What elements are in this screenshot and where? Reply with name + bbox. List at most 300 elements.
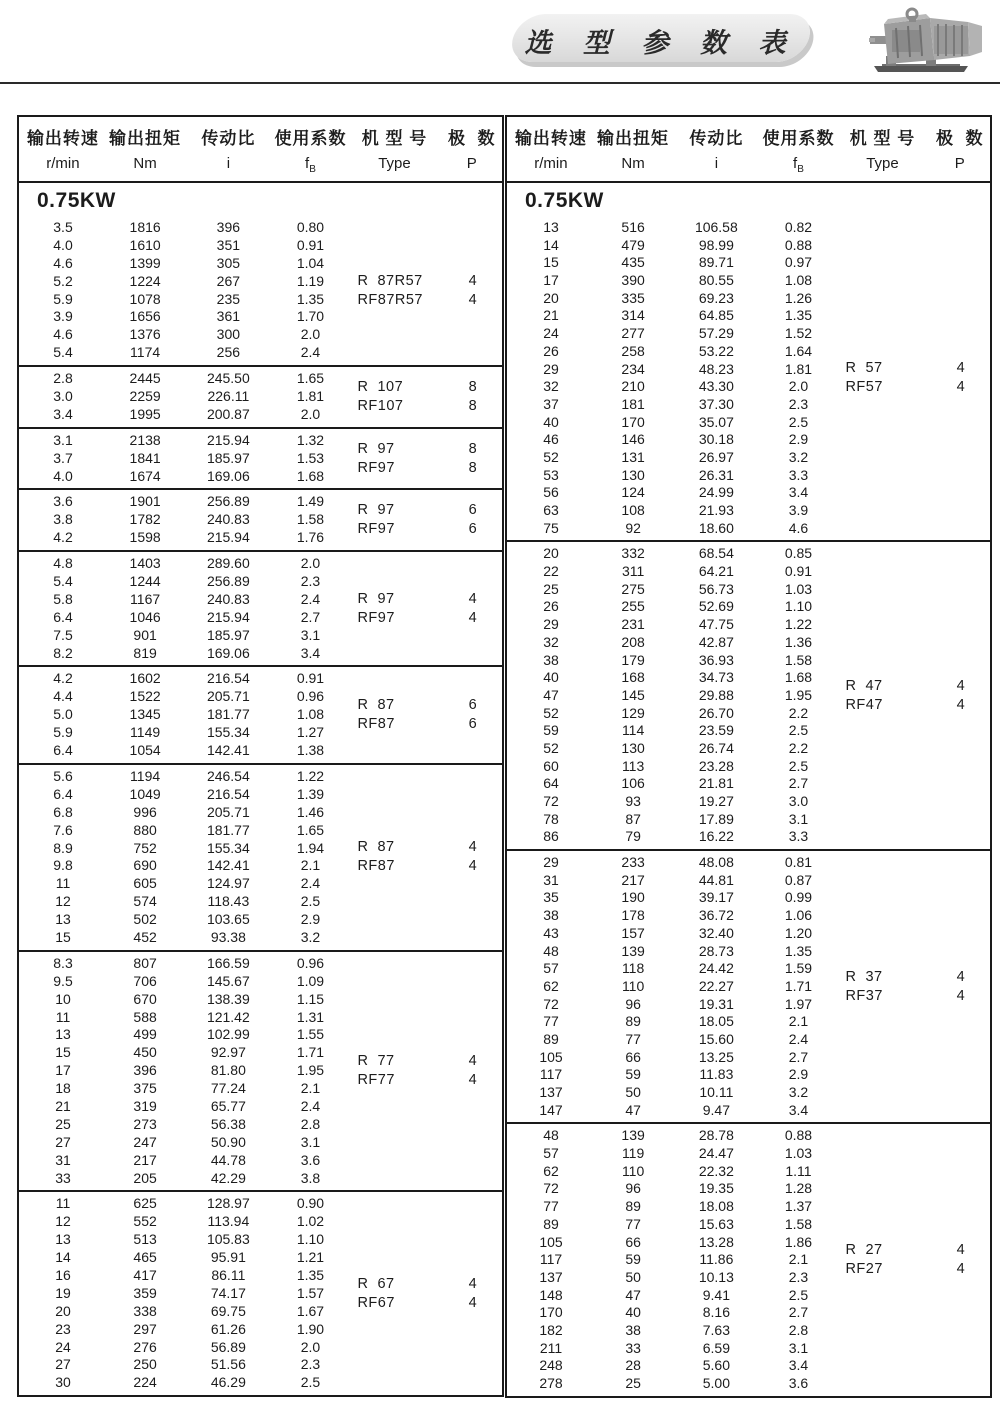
torque-cell: 33 [625, 1339, 641, 1356]
torque-cell: 807 [133, 954, 157, 971]
fb-cell: 3.1 [300, 626, 321, 643]
table-row [507, 272, 835, 290]
pole-value: 8 [468, 440, 477, 457]
speed-cell: 72 [543, 793, 559, 809]
speed-cell: 11 [55, 875, 71, 892]
torque-cell: 89 [625, 1198, 641, 1215]
ratio-cell: 44.81 [698, 871, 734, 888]
ratio-block-4 [19, 488, 502, 550]
fb-cell: 1.81 [784, 360, 813, 377]
table-row [19, 591, 347, 609]
speed-cell: 11 [55, 1008, 71, 1025]
ratio-cell: 103.65 [206, 911, 250, 928]
speed-cell: 60 [543, 757, 559, 774]
fb-cell: 1.71 [296, 1044, 325, 1061]
data-rows [19, 219, 347, 362]
speed-cell: 22 [543, 563, 559, 580]
ratio-cell: 28.78 [698, 1127, 734, 1144]
fb-cell: 1.49 [296, 493, 325, 510]
type-cell [347, 272, 443, 310]
torque-cell: 479 [621, 236, 645, 253]
speed-cell: 23 [55, 1320, 71, 1337]
table-row [19, 555, 347, 573]
table-row [507, 872, 835, 890]
torque-cell: 234 [621, 360, 645, 377]
ratio-cell: 185.97 [206, 449, 250, 466]
type-label: RF67 [357, 1294, 395, 1311]
torque-cell: 996 [133, 803, 157, 820]
table-row [19, 768, 347, 786]
torque-cell: 146 [621, 431, 645, 448]
table-row [19, 627, 347, 645]
ratio-cell: 169.06 [206, 644, 250, 661]
ratio-cell: 145.67 [206, 972, 250, 989]
table-row [19, 875, 347, 893]
table-row [507, 1340, 835, 1358]
torque-cell: 465 [133, 1249, 157, 1266]
torque-cell: 1598 [129, 529, 161, 546]
speed-cell: 5.2 [53, 272, 73, 289]
column-header-2 [107, 124, 183, 175]
fb-cell: 1.09 [296, 972, 325, 989]
speed-cell: 4.6 [53, 254, 73, 271]
ratio-cell: 28.73 [698, 942, 734, 959]
speed-cell: 105 [539, 1233, 563, 1250]
torque-cell: 231 [621, 616, 645, 633]
ratio-cell: 169.06 [206, 467, 250, 484]
table-header-row [19, 117, 502, 183]
speed-cell: 10 [55, 990, 71, 1007]
speed-cell: 3.7 [53, 449, 73, 466]
ratio-cell: 11.83 [699, 1066, 734, 1083]
torque-cell: 168 [621, 669, 645, 686]
table-row [19, 991, 347, 1009]
ratio-cell: 50.90 [210, 1133, 246, 1150]
fb-cell: 1.35 [296, 1266, 325, 1283]
table-row [19, 706, 347, 724]
torque-cell: 124 [621, 484, 645, 501]
speed-cell: 38 [543, 651, 559, 668]
fb-cell: 2.0 [300, 555, 321, 572]
pole-value: 8 [468, 397, 477, 414]
table-row [19, 1134, 347, 1152]
type-cell [347, 378, 443, 416]
ratio-cell: 361 [216, 308, 241, 325]
torque-cell: 66 [625, 1233, 641, 1250]
ratio-cell: 185.97 [206, 626, 250, 643]
pole-cell [931, 968, 990, 1006]
pole-value: 6 [468, 502, 477, 519]
torque-cell: 390 [621, 272, 645, 289]
column-header-unit: Nm [133, 155, 157, 172]
ratio-block-5 [19, 550, 502, 665]
table-row [19, 724, 347, 742]
table-row [507, 254, 835, 272]
ratio-block-2 [19, 365, 502, 427]
ratio-cell: 48.23 [698, 360, 734, 377]
column-header-unit: P [954, 155, 965, 172]
ratio-cell: 36.72 [698, 907, 734, 924]
type-cell [347, 1052, 443, 1090]
table-row [507, 705, 835, 723]
type-label: R 77 [357, 1053, 395, 1070]
fb-cell: 1.22 [296, 767, 325, 784]
fb-cell: 2.0 [300, 1338, 321, 1355]
fb-cell: 1.95 [296, 1062, 325, 1079]
pole-value: 4 [956, 379, 965, 396]
torque-cell: 452 [133, 928, 157, 945]
fb-cell: 1.35 [784, 942, 813, 959]
speed-cell: 3.9 [53, 308, 73, 325]
speed-cell: 13 [55, 1231, 71, 1248]
speed-cell: 6.8 [53, 803, 73, 820]
speed-cell: 89 [543, 1215, 559, 1232]
fb-cell: 1.58 [784, 1215, 813, 1232]
ratio-cell: 37.30 [698, 395, 734, 412]
fb-cell: 0.99 [784, 889, 813, 906]
fb-cell: 0.88 [784, 1127, 813, 1144]
speed-cell: 57 [543, 960, 559, 977]
torque-cell: 819 [133, 644, 157, 661]
speed-cell: 86 [543, 828, 559, 845]
torque-cell: 130 [621, 466, 645, 483]
fb-cell: 1.11 [785, 1162, 812, 1179]
torque-cell: 59 [625, 1066, 641, 1083]
data-rows [19, 670, 347, 759]
fb-cell: 2.0 [300, 326, 321, 343]
speed-cell: 5.9 [53, 290, 73, 307]
torque-cell: 1602 [129, 670, 161, 687]
pole-value: 4 [468, 1275, 477, 1292]
speed-cell: 137 [539, 1268, 563, 1285]
ratio-cell: 113.94 [207, 1213, 250, 1230]
fb-cell: 3.3 [788, 466, 809, 483]
ratio-cell: 68.54 [698, 545, 734, 562]
torque-cell: 96 [625, 1180, 641, 1197]
table-header-row [507, 117, 990, 183]
fb-cell: 2.7 [788, 1048, 809, 1065]
pole-value: 4 [956, 968, 965, 985]
ratio-cell: 138.39 [206, 990, 250, 1007]
fb-cell: 2.5 [300, 1374, 321, 1391]
ratio-cell: 52.69 [698, 598, 734, 615]
ratio-block-7 [19, 763, 502, 950]
fb-cell: 2.5 [788, 757, 809, 774]
speed-cell: 57 [543, 1145, 559, 1162]
ratio-cell: 155.34 [206, 839, 250, 856]
fb-cell: 1.19 [296, 272, 325, 289]
type-cell [347, 440, 443, 478]
power-section-title: 0.75KW [525, 189, 604, 212]
speed-cell: 17 [55, 1062, 71, 1079]
speed-cell: 6.4 [53, 785, 73, 802]
pole-value: 4 [956, 677, 965, 694]
pole-cell [931, 677, 990, 715]
speed-cell: 5.4 [53, 573, 73, 590]
ratio-cell: 74.17 [210, 1284, 246, 1301]
ratio-cell: 121.42 [206, 1008, 250, 1025]
type-pole-area [347, 440, 502, 478]
column-header-5 [835, 124, 929, 175]
table-row [19, 822, 347, 840]
ratio-block-6 [19, 665, 502, 762]
table-row [19, 1026, 347, 1044]
torque-cell: 93 [625, 793, 641, 809]
ratio-cell: 48.08 [698, 854, 734, 871]
ratio-cell: 64.85 [698, 307, 734, 324]
torque-cell: 273 [133, 1115, 157, 1132]
table-row [19, 1285, 347, 1303]
fb-cell: 1.67 [296, 1302, 325, 1319]
torque-cell: 752 [133, 839, 157, 856]
column-header-unit: r/min [534, 155, 568, 172]
speed-cell: 4.6 [53, 326, 73, 343]
ratio-cell: 300 [216, 326, 241, 343]
torque-cell: 258 [621, 342, 645, 359]
speed-cell: 13 [543, 219, 559, 235]
pole-cell [443, 440, 502, 478]
pole-value: 4 [468, 291, 477, 308]
ratio-cell: 23.59 [698, 722, 734, 739]
type-label: R 57 [845, 360, 883, 377]
ratio-cell: 44.78 [210, 1151, 246, 1168]
pole-value: 4 [468, 272, 477, 289]
speed-cell: 4.0 [53, 236, 73, 253]
pole-cell [443, 501, 502, 539]
ratio-cell: 77.24 [210, 1080, 246, 1097]
fb-cell: 2.4 [788, 1030, 809, 1047]
fb-cell: 2.1 [300, 857, 321, 874]
ratio-cell: 215.94 [206, 431, 250, 448]
type-cell [347, 1275, 443, 1313]
table-row [507, 1066, 835, 1084]
speed-cell: 3.5 [53, 219, 73, 235]
ratio-cell: 39.17 [698, 889, 734, 906]
table-row [19, 1195, 347, 1213]
speed-cell: 48 [543, 942, 559, 959]
torque-cell: 1345 [129, 706, 161, 723]
fb-cell: 1.52 [784, 325, 813, 342]
torque-cell: 314 [621, 307, 645, 324]
ratio-cell: 5.00 [702, 1375, 730, 1391]
fb-cell: 3.4 [788, 1101, 809, 1118]
fb-cell: 4.6 [788, 519, 809, 536]
table-row [19, 1374, 347, 1392]
type-pole-area [347, 590, 502, 628]
fb-cell: 0.91 [296, 670, 325, 687]
torque-cell: 1054 [129, 742, 161, 759]
speed-cell: 14 [543, 236, 559, 253]
ratio-cell: 235 [216, 290, 241, 307]
type-label: RF97 [357, 521, 395, 538]
pole-value: 4 [956, 987, 965, 1004]
speed-cell: 278 [539, 1375, 563, 1391]
type-label: R 97 [357, 502, 395, 519]
column-header-cn: 输出扭矩 [597, 129, 670, 148]
data-rows [507, 545, 835, 846]
table-row [507, 219, 835, 237]
speed-cell: 35 [543, 889, 559, 906]
fb-cell: 0.96 [296, 954, 325, 971]
type-label: R 107 [357, 378, 404, 395]
ratio-cell: 19.31 [698, 995, 734, 1012]
data-rows [19, 1195, 347, 1392]
table-row [19, 273, 347, 291]
table-row [507, 775, 835, 793]
ratio-block-9 [19, 1190, 502, 1395]
fb-cell: 2.3 [300, 1356, 321, 1373]
torque-cell: 247 [133, 1133, 157, 1150]
speed-cell: 24 [543, 325, 559, 342]
ratio-cell: 200.87 [206, 405, 250, 422]
table-row [19, 1009, 347, 1027]
type-cell [835, 1241, 931, 1279]
fb-cell: 1.65 [296, 821, 325, 838]
ratio-cell: 15.60 [698, 1030, 734, 1047]
ratio-cell: 93.38 [210, 928, 246, 945]
speed-cell: 25 [55, 1115, 71, 1132]
ratio-cell: 22.27 [698, 977, 734, 994]
column-header-unit: $f_B$ [793, 155, 804, 175]
table-row [507, 414, 835, 432]
table-row [507, 722, 835, 740]
pole-value: 4 [468, 1053, 477, 1070]
torque-cell: 1224 [129, 272, 161, 289]
table-row [507, 1049, 835, 1067]
table-row [507, 325, 835, 343]
column-header-3 [183, 124, 273, 175]
torque-cell: 233 [621, 854, 645, 871]
speed-cell: 63 [543, 502, 559, 518]
torque-cell: 417 [133, 1266, 157, 1283]
table-row [19, 511, 347, 529]
fb-cell: 1.37 [784, 1198, 813, 1215]
ratio-cell: 181.77 [206, 821, 250, 838]
ratio-cell: 26.31 [698, 466, 734, 483]
type-cell [835, 968, 931, 1006]
speed-cell: 24 [55, 1338, 71, 1355]
table-row [507, 290, 835, 308]
speed-cell: 53 [543, 466, 559, 483]
torque-cell: 181 [621, 395, 645, 412]
table-row [19, 911, 347, 929]
table-row [19, 1249, 347, 1267]
torque-cell: 396 [133, 1062, 157, 1079]
speed-cell: 30 [55, 1374, 71, 1391]
fb-cell: 0.80 [296, 219, 325, 235]
type-label: R 97 [357, 440, 395, 457]
torque-cell: 87 [625, 810, 641, 827]
column-header-unit: $f_B$ [305, 155, 316, 175]
type-pole-area [347, 272, 502, 310]
speed-cell: 56 [543, 484, 559, 501]
gearmotor-image [868, 6, 994, 80]
torque-cell: 450 [133, 1044, 157, 1061]
table-row [507, 811, 835, 829]
table-row [507, 520, 835, 538]
torque-cell: 130 [621, 739, 645, 756]
speed-cell: 26 [543, 598, 559, 615]
table-row [19, 857, 347, 875]
data-rows [19, 768, 347, 947]
speed-cell: 31 [55, 1151, 71, 1168]
torque-cell: 670 [133, 990, 157, 1007]
ratio-cell: 26.97 [698, 448, 734, 465]
ratio-cell: 181.77 [206, 706, 250, 723]
pole-value: 8 [468, 459, 477, 476]
column-header-cn: 输出扭矩 [109, 129, 182, 148]
type-cell [835, 359, 931, 397]
ratio-cell: 216.54 [206, 785, 250, 802]
speed-cell: 29 [543, 360, 559, 377]
fb-cell: 1.64 [784, 342, 813, 359]
speed-cell: 52 [543, 704, 559, 721]
torque-cell: 28 [625, 1357, 641, 1374]
speed-cell: 3.0 [53, 388, 73, 405]
pole-value: 4 [468, 1072, 477, 1089]
table-row [507, 1269, 835, 1287]
fb-cell: 3.4 [300, 644, 321, 661]
type-label: RF87R57 [357, 291, 423, 308]
table-row [19, 688, 347, 706]
pole-value: 4 [956, 696, 965, 713]
ratio-cell: 61.26 [210, 1320, 246, 1337]
fb-cell: 1.58 [784, 651, 813, 668]
torque-cell: 588 [133, 1008, 157, 1025]
type-label: R 87R57 [357, 272, 423, 289]
ratio-cell: 215.94 [206, 529, 250, 546]
data-rows [19, 955, 347, 1188]
fb-cell: 1.20 [784, 924, 813, 941]
ratio-cell: 205.71 [206, 803, 250, 820]
column-header-4 [762, 124, 836, 175]
pole-cell [931, 1241, 990, 1279]
column-header-unit: Type [378, 155, 411, 172]
column-header-cn: 使用系数 [762, 129, 835, 148]
ratio-cell: 43.30 [698, 378, 734, 395]
data-rows [507, 219, 835, 537]
fb-cell: 1.57 [296, 1284, 325, 1301]
type-label: RF27 [845, 1261, 883, 1278]
table-row [507, 361, 835, 379]
torque-cell: 1194 [130, 767, 161, 784]
torque-cell: 880 [133, 821, 157, 838]
type-label: R 97 [357, 590, 395, 607]
table-row [19, 493, 347, 511]
ratio-cell: 35.07 [698, 413, 734, 430]
type-pole-area [347, 1052, 502, 1090]
ratio-cell: 24.47 [698, 1145, 734, 1162]
fb-cell: 2.1 [788, 1013, 809, 1030]
table-row [19, 529, 347, 547]
fb-cell: 1.35 [296, 290, 325, 307]
torque-cell: 157 [621, 924, 645, 941]
fb-cell: 1.28 [784, 1180, 813, 1197]
table-row [19, 370, 347, 388]
speed-cell: 43 [543, 924, 559, 941]
speed-cell: 25 [543, 580, 559, 597]
table-row [507, 1180, 835, 1198]
table-row [507, 502, 835, 520]
fb-cell: 2.3 [788, 395, 809, 412]
table-row [507, 598, 835, 616]
torque-cell: 2259 [129, 388, 161, 405]
type-label: R 67 [357, 1275, 395, 1292]
fb-cell: 2.9 [788, 1066, 809, 1083]
table-row [507, 1084, 835, 1102]
fb-cell: 1.08 [296, 706, 325, 723]
fb-cell: 2.5 [788, 413, 809, 430]
